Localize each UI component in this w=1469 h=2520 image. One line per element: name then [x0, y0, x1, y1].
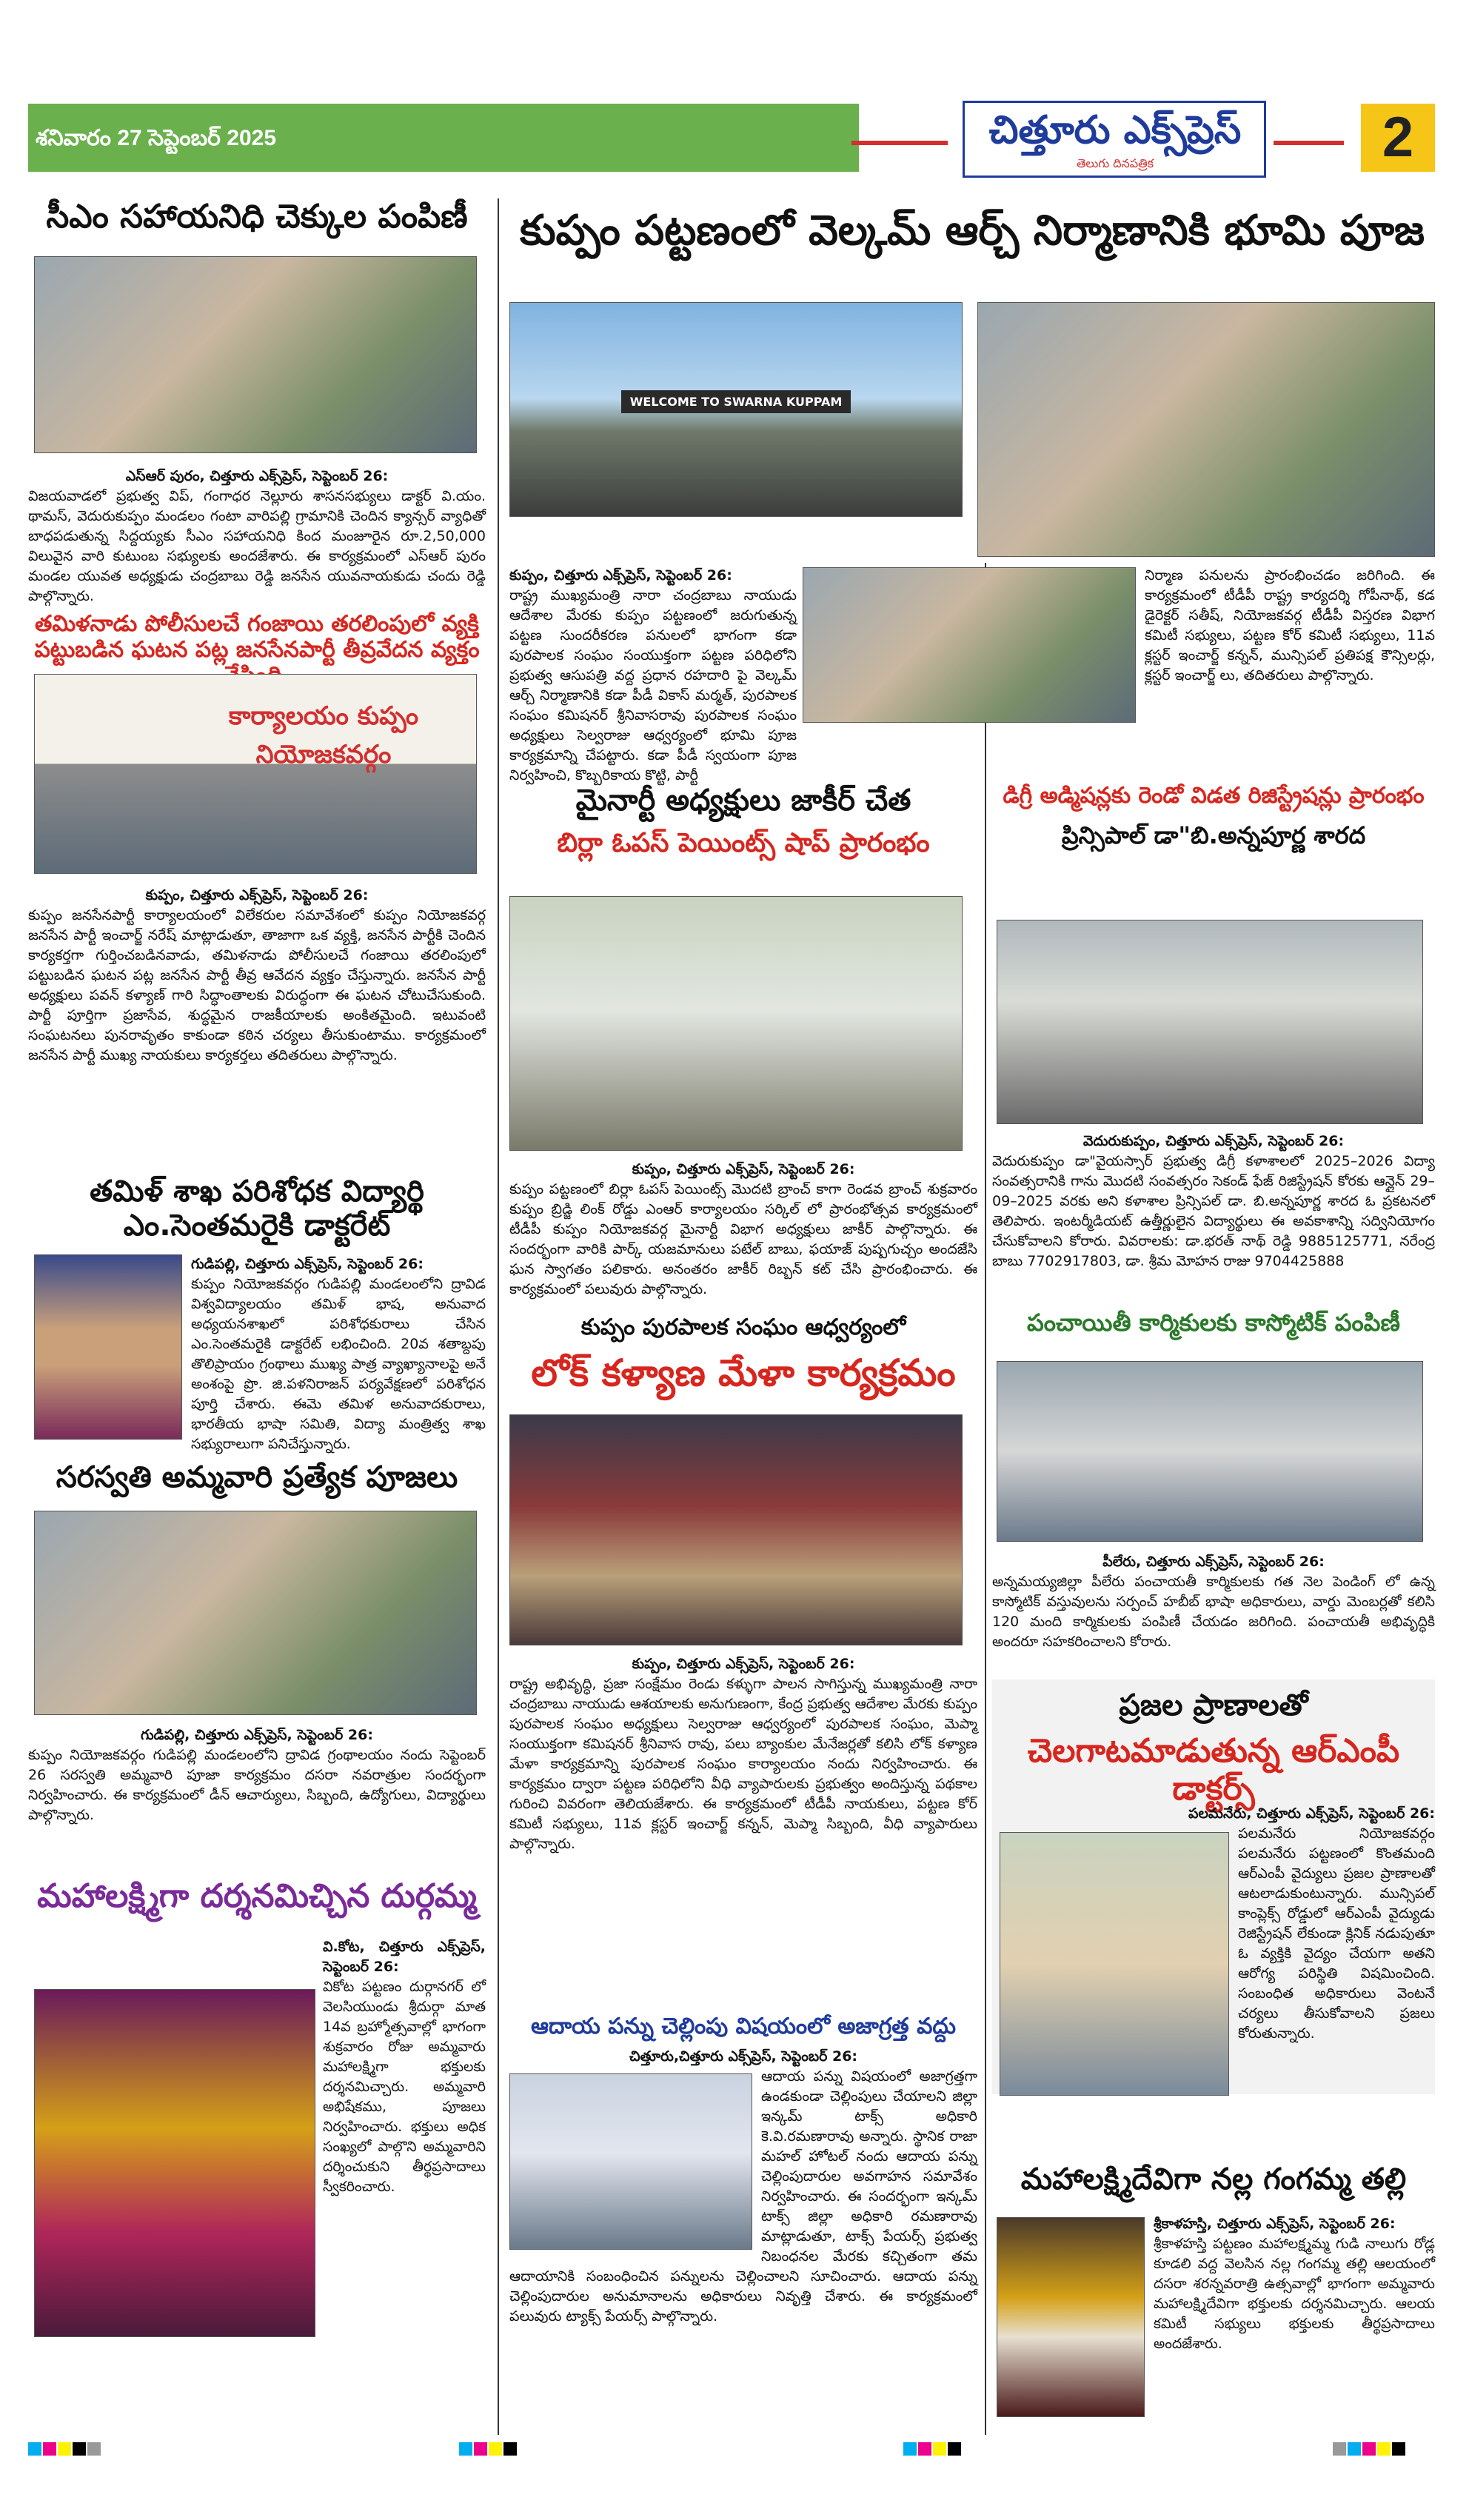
- story-saraswati-body: గుడిపల్లి, చిత్తూరు ఎక్స్‌ప్రెస్, సెప్టెంబర్ 26: కుప్పం నియోజకవర్గం గుడిపల్లి మండలంలోని ద్రావిడ గ్రంథాలయం నందు సెప్టెంబర్ 26 సరస్వతి అమ్మవారి పూజా కార్యక్రమం దసరా నవరాత్రుల సందర్భంగా నిర్వహించారు. ఈ కార్యక్రమంలో డీన్ ఆచార్యులు, సిబ్బంది, ఉద్యోగులు, విద్యార్థులు పాల్గొన్నారు.: [28, 1727, 486, 1823]
- story-saraswati-dateline: గుడిపల్లి, చిత్తూరు ఎక్స్‌ప్రెస్, సెప్టెంబర్ 26:: [141, 1727, 373, 1743]
- story-ganja-photo: [34, 674, 477, 874]
- story-gangamma-body: శ్రీకాళహస్తి, చిత్తూరు ఎక్స్‌ప్రెస్, సెప్టెంబర్ 26: శ్రీకాళహస్తి పట్టణం మహాలక్ష్మమ్మ గుడి నాలుగు రోడ్ల కూడలి వద్ద వెలసిన నల్ల గంగమ్మ తల్లి ఆలయంలో దసరా శరన్నవరాత్రి ఉత్సవాల్లో భాగంగా అమ్మవారు మహాలక్ష్మిదేవిగా భక్తులకు దర్శనమిచ్చారు. ఆలయ కమిటీ సభ్యులు భక్తులకు తీర్థప్రసాదాలు అందజేశారు.: [1154, 2216, 1435, 2352]
- column-divider-1: [498, 198, 499, 2435]
- story-cm-relief-body: ఎస్ఆర్ పురం, చిత్తూరు ఎక్స్‌ప్రెస్, సెప్టెంబర్ 26: విజయవాడలో ప్రభుత్వ విప్, గంగాధర నెల్లూరు శాసనసభ్యులు డాక్టర్ వి.యం. థామస్, వెదురుకుప్పం మండలం గంటా వారిపల్లి గ్రామానికి చెందిన క్యాన్సర్ వ్యాధితో బాధపడుతున్న సిద్దయ్యకు సీఎం సహాయనిధి కింద మంజూరైన రూ.2,50,000 విలువైన వారి కుటుంబ సభ్యులకు అందజేశారు. ఈ కార్యక్రమంలో ఎస్ఆర్ పురం మండల యువత అధ్యక్షుడు చంద్రబాబు రెడ్డి జనసేన యువనాయకుడు చందు రెడ్డి పాల్గొన్నారు.: [28, 468, 486, 604]
- story-degree-body: వెదురుకుప్పం, చిత్తూరు ఎక్స్‌ప్రెస్, సెప్టెంబర్ 26: వెదురుకుప్పం డా"వైయస్సార్ ప్రభుత్వ డిగ్రీ కళాశాలలో 2025–2026 విద్యా సంవత్సరానికి గాను మొదటి సంవత్సరం సెకండ్ ఫేజ్ రిజిస్ట్రేషన్ కోరకు ఆన్లైన్ 29–09–2025 వరకు అని కళాశాల ప్రిన్సిపల్ డా. బి.అన్నపూర్ణ శారద ఓ ప్రకటనలో తెలిపారు. ఇంటర్మీడియట్ ఉత్తీర్ణులైన విద్యార్థులు ఈ అవకాశాన్ని సద్వినియోగం చేసుకోవాలని కోరారు. వివరాలకు: డా.భరత్ నాథ్ రెడ్డి 9885125771, నరేంద్ర బాబు 7702917803, డా. శ్రీమ మోహన రాజు 9704425888: [992, 1133, 1435, 1269]
- story-rmp-title-line1: ప్రజల ప్రాణాలతో: [1119, 1688, 1308, 1722]
- masthead-red-rule-right: [1274, 141, 1344, 145]
- story-saraswati-title: సరస్వతి అమ్మవారి ప్రత్యేక పూజలు: [56, 1460, 458, 1494]
- story-welcome-arch-photo-2: [803, 567, 1136, 723]
- story-lok-kalyan-body: కుప్పం, చిత్తూరు ఎక్స్‌ప్రెస్, సెప్టెంబర్ 26: రాష్ట్ర అభివృద్ధి, ప్రజా సంక్షేమం రెండు కళ్ళుగా పాలన సాగిస్తున్న ముఖ్యమంత్రి నారా చంద్రబాబు నాయుడు ఆశయాలకు అనుగుణంగా, కేంద్ర ప్రభుత్వ ఆదేశాల మేరకు కుప్పం పురపాలక సంఘం అధ్యక్షులు సెల్వరాజు ఆధ్వర్యంలో పురపాలక సంఘం, మెప్మా సంయుక్తంగా కమిషనర్ శ్రీనివాస రావు, పలు బ్యాంకుల మేనేజర్లతో కలిసి లోక్ కళ్యాణ మేళా కార్యక్రమాన్ని పురపాలక సంఘం కార్యాలయం నందు నిర్వహించారు. ఈ కార్యక్రమం ద్వారా పట్టణ పరిధిలోని వీధి వ్యాపారులకు ప్రభుత్వం అందిస్తున్న పథకాల గురించి వివరంగా తెలియజేశారు. ఈ కార్యక్రమంలో టీడీపీ నాయకులు, పట్టణ కోర్ కమిటీ సభ్యులు, 11వ క్లస్టర్ ఇంచార్జ్ కన్నన్, మెప్మా సిబ్బంది, వీధి వ్యాపారులు పాల్గొన్నారు.: [509, 1656, 977, 1852]
- page-number: 2: [1382, 106, 1414, 169]
- story-doctorate-title: తమిళ్ శాఖ పరిశోధక విద్యార్థి ఎం.సెంతమరైకి డాక్టరేట్: [90, 1174, 424, 1243]
- story-gangamma-dateline: శ్రీకాళహస్తి, చిత్తూరు ఎక్స్‌ప్రెస్, సెప్టెంబర్ 26:: [1154, 2216, 1396, 2232]
- masthead-brand: చిత్తూరు ఎక్స్‌ప్రెస్: [988, 108, 1242, 153]
- story-rmp-body: పలమనేరు, చిత్తూరు ఎక్స్‌ప్రెస్, సెప్టెంబర్ 26: పలమనేరు నియోజకవర్గం పలమనేరు పట్టణంలో కొంతమంది ఆర్ఎంపీ వైద్యులు ప్రజల ప్రాణాలతో ఆటలాడుకుంటున్నారు. మున్సిపల్ కాంప్లెక్స్ రోడ్డులో ఆర్ఎంపీ వైద్యుడు రెజిస్ట్రేషన్ లేకుండా క్లినిక్ నడుపుతూ ఓ వ్యక్తికి వైద్యం చేయగా అతని ఆరోగ్య పరిస్థితి విషమించింది. సంబంధిత అధికారులు వెంటనే చర్యలు తీసుకోవాలని ప్రజలు కోరుతున్నారు.: [1000, 1804, 1435, 2100]
- story-ganja-dateline: కుప్పం, చిత్తూరు ఎక్స్‌ప్రెస్, సెప్టెంబర్ 26:: [145, 887, 369, 903]
- story-income-tax-dateline: చిత్తూరు,చిత్తూరు ఎక్స్‌ప్రెస్, సెప్టెంబర్ 26:: [629, 2048, 858, 2065]
- story-birla-photo: [509, 896, 963, 1151]
- masthead-red-rule: [851, 141, 948, 145]
- story-lok-kalyan-dateline: కుప్పం, చిత్తూరు ఎక్స్‌ప్రెస్, సెప్టెంబర్ 26:: [632, 1656, 855, 1672]
- masthead-brand-tag: తెలుగు దినపత్రిక: [1076, 156, 1154, 170]
- story-welcome-arch-headline: కుప్పం పట్టణంలో వెల్కమ్ ఆర్చ్ నిర్మాణానికి భూమి పూజ: [520, 207, 1425, 255]
- story-cosmetic-dateline: పీలేరు, చిత్తూరు ఎక్స్‌ప్రెస్, సెప్టెంబర్ 26:: [1102, 1554, 1325, 1570]
- story-durgamma-title: మహాలక్ష్మిగా దర్శనమిచ్చిన దుర్గమ్మ: [37, 1877, 477, 1915]
- print-colorbar-left: [28, 2442, 102, 2459]
- story-saraswati-photo: [34, 1511, 477, 1715]
- story-lok-kalyan-kicker: కుప్పం పురపాలక సంఘం ఆధ్వర్యంలో: [580, 1314, 906, 1340]
- story-cm-relief-title: సీఎం సహాయనిధి చెక్కుల పంపిణీ: [46, 198, 468, 235]
- masthead-logo: [963, 101, 1266, 178]
- story-doctorate-dateline: గుడిపల్లి, చిత్తూరు ఎక్స్‌ప్రెస్, సెప్టెంబర్ 26:: [191, 1256, 424, 1272]
- story-lok-kalyan-photo: [509, 1414, 963, 1645]
- masthead-date: శనివారం 27 సెప్టెంబర్ 2025: [36, 126, 277, 150]
- story-cm-relief-dateline: ఎస్ఆర్ పురం, చిత్తూరు ఎక్స్‌ప్రెస్, సెప్టెంబర్ 26:: [125, 468, 389, 484]
- story-birla-body: కుప్పం, చిత్తూరు ఎక్స్‌ప్రెస్, సెప్టెంబర్ 26: కుప్పం పట్టణంలో బిర్లా ఓపస్ పెయింట్స్ మొదటి బ్రాంచ్ కాగా రెండవ బ్రాంచ్ శుక్రవారం కుప్పం బ్రిడ్జి లింక్ రోడ్డు ఎంఆర్ కార్యాలయం సర్కిల్ లో ప్రారంభోత్సవ కార్యక్రమంలో టీడీపీ కుప్పం నియోజకవర్గ మైనార్టీ విభాగ అధ్యక్షులు జాకీర్ పాల్గొన్నారు. ఈ సందర్భంగా వారికి పార్క్ యజమానులు పటేల్ బాబు, ఫయాజ్ పుష్పగుచ్చం అందజేసి ఘన స్వాగతం పలికారు. అనంతరం జాకీర్ రిబ్బన్ కట్ చేసి ప్రారంభించారు. ఈ కార్యక్రమంలో పలువురు పాల్గొన్నారు.: [509, 1161, 977, 1297]
- story-lok-kalyan-title: లోక్ కళ్యాణ మేళా కార్యక్రమం: [531, 1351, 956, 1394]
- story-degree-subtitle: ప్రిన్సిపాల్ డా"బి.అన్నపూర్ణ శారద: [1061, 821, 1366, 849]
- story-birla-dateline: కుప్పం, చిత్తూరు ఎక్స్‌ప్రెస్, సెప్టెంబర్ 26:: [632, 1161, 855, 1177]
- story-ganja-title: తమిళనాడు పోలీసులచే గంజాయి తరలింపులో వ్యక్తి పట్టుబడిన ఘటన పట్ల జనసేనపార్టీ తీవ్రవేదన వ్యక్తం: [34, 611, 480, 663]
- story-cm-relief-photo: [34, 256, 477, 453]
- print-colorbar-center: [459, 2442, 518, 2459]
- story-welcome-arch-photo: [977, 302, 1435, 557]
- story-welcome-arch-dateline: కుప్పం, చిత్తూరు ఎక్స్‌ప్రెస్, సెప్టెంబర్ 26:: [509, 567, 732, 584]
- print-colorbar-right: [1333, 2442, 1407, 2459]
- story-doctorate-photo: [34, 1254, 182, 1440]
- story-birla-title-line2: బిర్లా ఓపస్ పెయింట్స్ షాప్ ప్రారంభం: [557, 828, 930, 858]
- story-income-tax-body: చిత్తూరు,చిత్తూరు ఎక్స్‌ప్రెస్, సెప్టెంబర్ 26: ఆదాయ పన్ను విషయంలో అజాగ్రత్తగా ఉండకుండా చెల్లింపులు చేయాలని జిల్లా ఇన్కమ్ టాక్స్ అధికారి కె.వి.రమణారావు అన్నారు. స్థానిక రాజా మహల్ హోటల్ నందు ఆదాయ పన్ను చెల్లింపుదారుల అవగాహన సమావేశం నిర్వహించారు. ఈ సందర్భంగా ఇన్కమ్ టాక్స్ జిల్లా అధికారి రమణారావు మాట్లాడుతూ, టాక్స్ పేయర్స్ ప్రభుత్వ నిబంధనల మేరకు కచ్చితంగా తమ ఆదాయానికి సంబంధించిన పన్నులను చెల్లించాలని సూచించారు. ఆదాయ పన్ను చెల్లింపుదారుల అనుమానాలను అధికారులు నివృత్తి చేశారు. ఈ కార్యక్రమంలో పలువురు ట్యాక్స్ పేయర్స్ పాల్గొన్నారు.: [509, 2048, 977, 2325]
- story-welcome-arch-sign: WELCOME TO SWARNA KUPPAM: [621, 390, 851, 413]
- story-gangamma-photo: [997, 2217, 1145, 2417]
- story-gangamma-title: మహాలక్ష్మిదేవిగా నల్ల గంగమ్మ తల్లి: [1020, 2162, 1407, 2196]
- story-degree-dateline: వెదురుకుప్పం, చిత్తూరు ఎక్స్‌ప్రెస్, సెప్టెంబర్ 26:: [1082, 1133, 1345, 1149]
- story-birla-title-line1: మైనార్టీ అధ్యక్షులు జాకీర్ చేత: [575, 783, 911, 818]
- story-welcome-arch-render: [509, 302, 963, 517]
- story-cosmetic-photo: [997, 1361, 1423, 1542]
- story-durgamma-photo: [34, 1989, 315, 2337]
- story-welcome-arch-body-continued: నిర్మాణ పనులను ప్రారంభించడం జరిగింది. ఈ కార్యక్రమంలో టీడీపీ రాష్ట్ర కార్యదర్శి గోపీనాథ్, కడ డైరెక్టర్ సతీష్, నియోజకవర్గ టీడీపీ విస్తరణ విభాగ కమిటీ సభ్యులు, పట్టణ కోర్ కమిటీ సభ్యులు, 11వ క్లస్టర్ ఇంచార్జ్ కన్నన్, మున్సిపల్ ప్రతిపక్ష కౌన్సిలర్లు, క్లస్టర్ ఇంచార్జ్ లు, తదితరులు పాల్గొన్నారు.: [1145, 567, 1435, 684]
- story-cosmetic-title: పంచాయితీ కార్మికులకు కాస్మోటిక్ పంపిణీ: [1027, 1309, 1400, 1337]
- story-degree-title: డిగ్రీ అడ్మిషన్లకు రెండో విడత రిజిస్ట్రేషన్లు ప్రారంభం: [1003, 783, 1425, 809]
- column-divider-2: [985, 563, 986, 2435]
- story-degree-photo: [997, 920, 1423, 1124]
- story-durgamma-body: వి.కోట, చిత్తూరు ఎక్స్‌ప్రెస్, సెప్టెంబర్ 26: వికోట పట్టణం దుర్గానగర్ లో వెలసియుండు శ్రీదుర్గా మాత 14వ బ్రహ్మోత్సవాల్లో భాగంగా శుక్రవారం రోజు అమ్మవారు మహాలక్ష్మిగా భక్తులకు దర్శనమిచ్చారు. అమ్మవారి అభిషేకము, పూజలు నిర్వహించారు. భక్తులు అధిక సంఖ్యలో పాల్గొని అమ్మవారిని దర్శించుకుని తీర్థప్రసాదాలు స్వీకరించారు.: [323, 1939, 486, 2195]
- print-colorbar-center-2: [903, 2442, 963, 2459]
- story-ganja-body: కుప్పం, చిత్తూరు ఎక్స్‌ప్రెస్, సెప్టెంబర్ 26: కుప్పం జనసేనపార్టీ కార్యాలయంలో విలేకరుల సమావేశంలో కుప్పం నియోజకవర్గ జనసేన పార్టీ ఇంచార్జ్ నరేష్ మాట్లాడుతూ, తాజాగా ఒక వ్యక్తి, జనసేన పార్టీకి చెందిన కార్యకర్తగా గుర్తించబడినవాడు, తమిళనాడు పోలీసులచే గంజాయి తరలింపులో పట్టుబడిన ఘటన పట్ల జనసేన పార్టీ తీవ్ర ఆవేదన వ్యక్తం చేస్తున్నారు. జనసేన పార్టీ అధ్యక్షులు పవన్ కళ్యాణ్ గారి సిద్ధాంతాలకు విరుద్ధంగా ఈ ఘటన చోటుచేసుకుంది. పార్టీ పూర్తిగా ప్రజాసేవ, శుద్ధమైన రాజకీయాలకు అంకితమైంది. ఇటువంటి సంఘటనలు పునరావృతం కాకుండా కఠిన చర్యలు తీసుకుంటాము. కార్యక్రమంలో జనసేన పార్టీ ముఖ్య నాయకులు కార్యకర్తలు తదితరులు పాల్గొన్నారు.: [28, 887, 486, 1063]
- story-rmp-dateline: పలమనేరు, చిత్తూరు ఎక్స్‌ప్రెస్, సెప్టెంబర్ 26:: [1188, 1805, 1435, 1822]
- story-income-tax-title: ఆదాయ పన్ను చెల్లింపు విషయంలో అజాగ్రత్త వద్దు: [531, 2013, 956, 2039]
- story-rmp-title-line2: చెలగాటమాడుతున్న ఆర్ఎంపీ డాక్టర్స్: [1027, 1732, 1400, 1808]
- story-doctorate-body: గుడిపల్లి, చిత్తూరు ఎక్స్‌ప్రెస్, సెప్టెంబర్ 26: కుప్పం నియోజకవర్గం గుడిపల్లి మండలంలోని ద్రావిడ విశ్వవిద్యాలయం తమిళ్ భాష, అనువాద అధ్యయనశాఖలో పరిశోధకురాలు చేసిన ఎం.సెంతమరైకి డాక్టరేట్ లభించింది. 20వ శతాబ్దపు తొలిప్రాయం గ్రంథాలు ముఖ్య పాత్ర వ్యాఖ్యానాలపై అనే అంశంపై ప్రొ. జి.పళనిరాజన్ పర్యవేక్షణలో పరిశోధన పూర్తి చేశారు. ఈమె తమిళ అనువాదకురాలు, భారతీయ భాషా సమితి, విద్యా మంత్రిత్వ శాఖ సభ్యురాలుగా పనిచేస్తున్నారు.: [191, 1256, 486, 1452]
- story-cosmetic-body: పీలేరు, చిత్తూరు ఎక్స్‌ప్రెస్, సెప్టెంబర్ 26: అన్నమయ్యజిల్లా పీలేరు పంచాయతీ కార్మికులకు గత నెల పెండింగ్ లో ఉన్న కాస్మోటిక్ వస్తువులను సర్పంచ్ హబీబ్ భాషా అధికారులు, వార్డు మెంబర్లతో కలిసి 120 మంది కార్మికులకు పంపిణీ చేయడం జరిగింది. పంచాయతీ అభివృద్ధికి అందరూ సహకరించాలని కోరారు.: [992, 1554, 1435, 1650]
- story-welcome-arch-body: కుప్పం, చిత్తూరు ఎక్స్‌ప్రెస్, సెప్టెంబర్ 26: రాష్ట్ర ముఖ్యమంత్రి నారా చంద్రబాబు నాయుడు ఆదేశాల మేరకు కుప్పం పట్టణంలో జరుగుతున్న పట్టణ సుందరీకరణ పనులలో భాగంగా కడా పురపాలక సంఘం సంయుక్తంగా పట్టణ పరిధిలోని ప్రభుత్వ ఆసుపత్రి వద్ద ప్రధాన రహదారి పై వెల్కమ్ ఆర్చ్ నిర్మాణానికి కడా పీడీ వికాస్ మర్మత్, పురపాలక సంఘం కమిషనర్ శ్రీనివాసరావు పురపాలక సంఘం అధ్యక్షులు సెల్వరాజు ఆధ్వర్యంలో భూమి పూజ కార్యక్రమాన్ని చేపట్టారు. కడా పీడీ స్వయంగా పూజ నిర్వహించి, కొబ్బరికాయ కొట్టి, పార్టీ: [509, 567, 797, 783]
- story-ganja-photo-caption: కార్యాలయం కుప్పం నియోజకవర్గం: [228, 701, 419, 769]
- story-durgamma-dateline: వి.కోట, చిత్తూరు ఎక్స్‌ప్రెస్, సెప్టెంబర్ 26:: [323, 1939, 486, 1975]
